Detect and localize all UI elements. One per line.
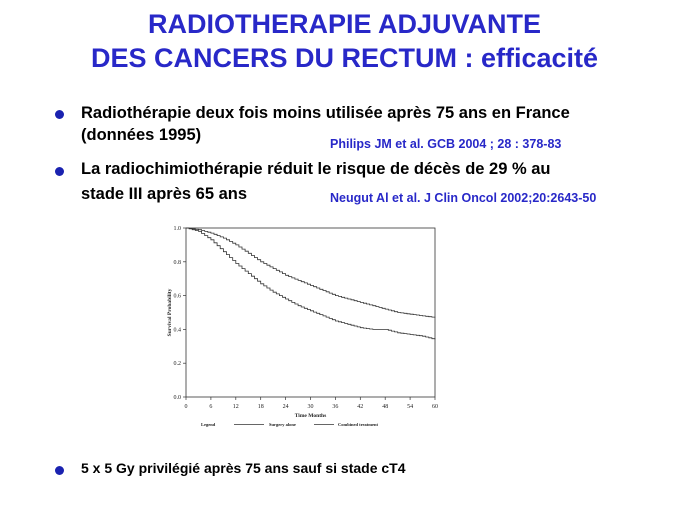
bullet-1-line2: (données 1995) [81,126,202,144]
bullet-2-line1: La radiochimiothérapie réduit le risque de décès de 29 % au [81,160,551,178]
bullet-2-reference: Neugut Al et al. J Clin Oncol 2002;20:2643-50 [330,191,597,205]
y-tick-label: 0.2 [173,361,181,368]
y-axis-label: Survival Probability [167,288,173,337]
bullet-2-line2: stade III après 65 ans [81,185,248,203]
x-tick-label: 54 [407,404,414,410]
series-line-combined-treatment [186,228,435,318]
x-tick-label: 36 [332,404,339,410]
slide-title-line1: RADIOTHERAPIE ADJUVANTE [147,9,542,39]
x-tick-label: 30 [307,404,314,410]
x-tick-label: 60 [432,404,438,410]
x-tick-label: 12 [232,404,239,410]
x-axis-label: Time Months [294,413,327,419]
bullet-3-line1: 5 x 5 Gy privilégié après 75 ans sauf si stade cT4 [81,460,406,476]
x-tick-label: 48 [382,404,389,410]
x-tick-label: 6 [209,404,213,410]
bullet-1-reference: Philips JM et al. GCB 2004 ; 28 : 378-83 [330,137,562,151]
y-tick-label: 0.8 [173,259,181,266]
y-tick-label: 0.0 [173,395,181,401]
legend-label-surgery-alone: Surgery alone [269,422,296,427]
series-line-surgery-alone [186,228,435,340]
bullet-dot-icon [55,466,64,475]
x-tick-label: 18 [257,404,264,410]
bullet-dot-icon [55,167,64,176]
y-tick-label: 0.4 [173,327,181,334]
y-tick-label: 1.0 [173,226,181,232]
x-tick-label: 42 [357,404,364,410]
bullet-dot-icon [55,110,64,119]
legend-title: Legend [201,422,216,427]
bullet-1-line1: Radiothérapie deux fois moins utilisée après 75 ans en France [81,104,570,122]
y-tick-label: 0.6 [173,293,181,300]
x-tick-label: 24 [282,404,289,410]
x-tick-label: 0 [184,404,188,410]
slide-title-line2: DES CANCERS DU RECTUM : efficacité [90,43,599,73]
legend-label-combined-treatment: Combined treatment [338,422,379,427]
survival-chart [160,220,450,435]
